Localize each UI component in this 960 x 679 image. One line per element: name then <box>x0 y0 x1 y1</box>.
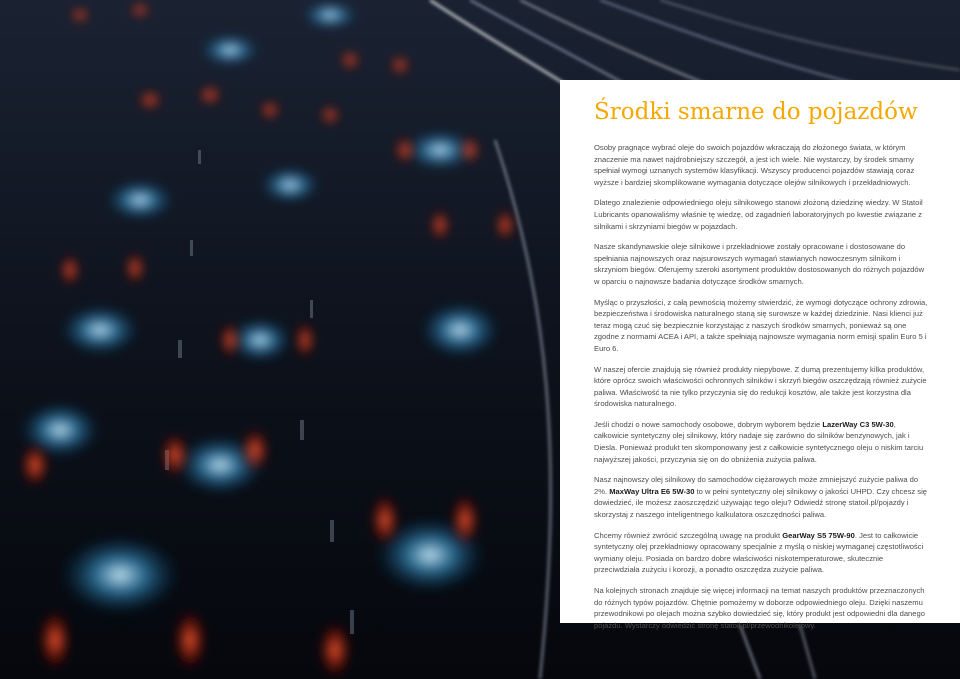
paragraph-fuel-saving: W naszej ofercie znajdują się również produkty niepybowe. Z dumą prezentujemy kilka produktów, które oprócz swoich właściwości ochronnych silników i skrzyń biegów oszczędzają również zużycie paliwa. Właściwość ta nie tylko przyczynia się do redukcji kosztów, ale także jest korzystna dla środowiska naturalnego. <box>594 364 927 409</box>
paragraph-text: , całkowicie syntetyczny olej silnikowy, który nadaje się zarówno do silników benzynowych, jak i Diesla. Ponieważ produkt ten skomponowany jest z całkowicie syntetycznego oleju o niskim tarciu najwyższej jakości, przyczynia się on do obniżenia zużycia paliwa. <box>594 419 924 464</box>
paragraph-text: Nasz najnowszy olej silnikowy do samochodów ciężarowych może zmniejszyć zużycie paliwa do 2%. <box>594 475 919 496</box>
paragraph-text: . Jest to całkowicie syntetyczny olej przekładniowy opracowany specjalnie z myślą o niskiej wymaganej częstotliwości wymiany oleju. Posiada on bardzo dobre właściwości niskotemperaturowe, skutecznie przeciwdziała zużyciu i korozji, a ponadto oszczędza zużycie paliwa. <box>594 530 924 575</box>
product-name-lazerway: LazerWay C3 5W-30 <box>822 419 894 429</box>
article-panel <box>560 80 960 630</box>
paragraph-future-requirements: Myśląc o przyszłości, z całą pewnością możemy stwierdzić, że wymogi dotyczące ochrony zdrowia, bezpieczeństwa i środowiska naturalnego staną się surowsze w każdej dziedzinie. Nasi klienci już teraz mogą czuć się bezpiecznie korzystając z naszych środków smarnych, ponieważ są one zgodne z normami ACEA i API, a także spełniają najnowsze wymagania norm emisji spalin Euro 5 i Euro 6. <box>594 297 928 353</box>
paragraph-text: to w pełni syntetyczny olej silnikowy o jakości UHPD. Czy chcesz się dowiedzieć, ile możesz zaoszczędzić używając tego oleju? Odwiedź stronę statoil.pl/pojazdy i skorzystaj z naszego inteligentnego kalkulatora oszczędności paliwa. <box>594 486 927 520</box>
paragraph-oil-guide: Na kolejnych stronach znajduje się więcej informacji na temat naszych produktów przeznaczonych do różnych typów pojazdów. Chętnie pomożemy w doborze odpowiedniego oleju. Dzięki naszemu przewodnikowi po olejach można szybko dowiedzieć się, który produkt jest odpowiedni dla danego pojazdu. Wystarczy odwiedzić stronę statoil.pl/przewodnikolejowy. <box>594 586 925 630</box>
paragraph-text: Jeśli chodzi o nowe samochody osobowe, dobrym wyborem będzie <box>594 419 823 429</box>
product-name-maxway: MaxWay Ultra E6 5W-30 <box>609 486 695 496</box>
paragraph-intro: Osoby pragnące wybrać oleje do swoich pojazdów wkraczają do złożonego świata, w którym znaczenie ma nawet najdrobniejszy szczegół, a jest ich wiele. Nie wystarczy, by środek smarny spełniał wymogi uznanych systemów klasyfikacji. Wszyscy producenci pojazdów stawiają coraz wyższe i bardziej skomplikowane wymagania dotyczące olejów silnikowych i przekładniowych. <box>594 143 915 187</box>
product-name-gearway: GearWay S5 75W-90 <box>782 530 855 540</box>
paragraph-knowledge: Dlatego znalezienie odpowiedniego oleju silnikowego stanowi złożoną dziedzinę wiedzy. W Statoil Lubricants opanowaliśmy właśnie tę wiedzę, od zagadnień laboratoryjnych po kwestie związane z silnikami i skrzyniami biegów w pojazdach. <box>594 198 923 231</box>
paragraph-lazerway <box>594 419 930 465</box>
article-title: Środki smarne do pojazdów <box>594 99 918 125</box>
paragraph-text: Chcemy również zwrócić szczególną uwagę na produkt <box>594 530 783 540</box>
paragraph-maxway <box>594 474 930 520</box>
paragraph-gearway <box>594 530 930 576</box>
paragraph-scandinavian-oils: Nasze skandynawskie oleje silnikowe i przekładniowe zostały opracowane i dostosowane do spełniania najnowszych oraz najsurowszych wymagań stawianych nowoczesnym silnikom i skrzyniom biegów. Oferujemy szeroki asortyment produktów dostosowanych do różnych pojazdów w oparciu o najnowsze badania dotyczące środków smarnych. <box>594 242 925 286</box>
